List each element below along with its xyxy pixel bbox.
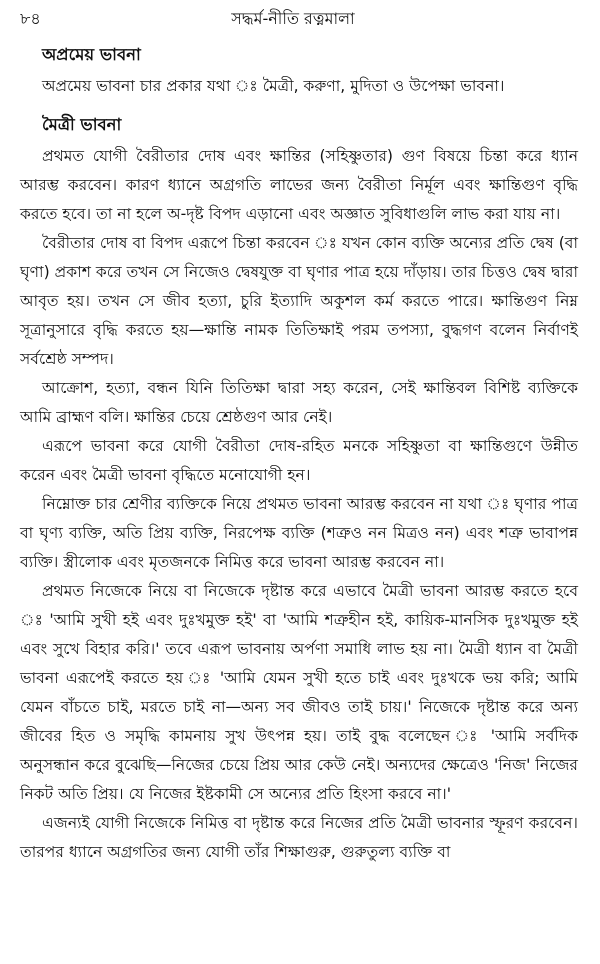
running-title: সদ্ধর্ম-নীতি রত্নমালা xyxy=(231,9,355,28)
page-number: ৮৪ xyxy=(20,9,41,28)
page-header xyxy=(20,0,578,36)
paragraph-3: আক্রোশ, হত্যা, বন্ধন যিনি তিতিক্ষা দ্বারা সহ্য করেন, সেই ক্ষান্তিবল বিশিষ্ট ব্যক্তিকে আমি ব্রাহ্মণ বলি। ক্ষান্তির চেয়ে শ্রেষ্ঠগুণ আর নেই। xyxy=(20,379,578,426)
paragraph-7: এজন্যই যোগী নিজেকে নিমিত্ত বা দৃষ্টান্ত করে নিজের প্রতি মৈত্রী ভাবনার স্ফূরণ করবেন। তারপর ধ্যানে অগ্রগতির জন্য যোগী তাঁর শিক্ষাগুরু, গুরুতুল্য ব্যক্তি বা xyxy=(20,814,578,861)
paragraph-6: প্রথমত নিজেকে নিয়ে বা নিজেকে দৃষ্টান্ত করে এভাবে মৈত্রী ভাবনা আরম্ভ করতে হবে ঃ 'আমি সুখী হই এবং দুঃখমুক্ত হই' বা 'আমি শত্রুহীন হই, কায়িক-মানসিক দুঃখমুক্ত হই এবং সুখে বিহার করি।' তবে এরূপ ভাবনায় অর্পণা সমাধি লাভ হয় না। মৈত্রী ধ্যান বা মৈত্রী ভাবনা এরূপেই করতে হয় ঃ 'আমি যেমন সুখী হতে চাই এবং দুঃখকে ভয় করি; আমি যেমন বাঁচতে চাই, মরতে চাই না—অন্য সব জীবও তাই চায়।' নিজেকে দৃষ্টান্ত করে অন্য জীবের হিত ও সমৃদ্ধি কামনায় সুখ উৎপন্ন হয়। তাই বুদ্ধ বলেছেন ঃ 'আমি সর্বদিক অনুসন্ধান করে বুঝেছি—নিজের চেয়ে প্রিয় আর কেউ নেই। অন্যদের ক্ষেত্রেও 'নিজ' নিজের নিকট অতি প্রিয়। যে নিজের ইষ্টকামী সে অন্যের প্রতি হিংসা করবে না।' xyxy=(20,582,578,803)
paragraph-2: বৈরীতার দোষ বা বিপদ এরূপে চিন্তা করবেন ঃ যখন কোন ব্যক্তি অন্যের প্রতি দ্বেষ (বা ঘৃণা) প্রকাশ করে তখন সে নিজেও দ্বেষযুক্ত বা ঘৃণার পাত্র হয়ে দাঁড়ায়। তার চিত্তও দ্বেষ দ্বারা আবৃত হয়। তখন সে জীব হত্যা, চুরি ইত্যাদি অকুশল কর্ম করতে পারে। ক্ষান্তিগুণ নিম্ন সূত্রানুসারে বৃদ্ধি করতে হয়—ক্ষান্তি নামক তিতিক্ষাই পরম তপস্যা, বুদ্ধগণ বলেন নির্বাণই সর্বশ্রেষ্ঠ সম্পদ। xyxy=(20,234,578,368)
section-heading: অপ্রমেয় ভাবনা xyxy=(42,45,141,64)
paragraph-4: এরূপে ভাবনা করে যোগী বৈরীতা দোষ-রহিত মনকে সহিষ্ণুতা বা ক্ষান্তিগুণে উন্নীত করেন এবং মৈত্রী ভাবনা বৃদ্ধিতে মনোযোগী হন। xyxy=(20,437,578,484)
paragraph-5: নিম্নোক্ত চার শ্রেণীর ব্যক্তিকে নিয়ে প্রথমত ভাবনা আরম্ভ করবেন না যথা ঃ ঘৃণার পাত্র বা ঘৃণ্য ব্যক্তি, অতি প্রিয় ব্যক্তি, নিরপেক্ষ ব্যক্তি (শত্রুও নন মিত্রও নন) এবং শত্রু ভাবাপন্ন ব্যক্তি। স্ত্রীলোক এবং মৃতজনকে নিমিত্ত করে ভাবনা আরম্ভ করবেন না। xyxy=(20,495,578,571)
intro-paragraph: অপ্রমেয় ভাবনা চার প্রকার যথা ঃ মৈত্রী, করুণা, মুদিতা ও উপেক্ষা ভাবনা। xyxy=(42,77,505,95)
sub-heading: মৈত্রী ভাবনা xyxy=(42,115,122,134)
paragraph-1: প্রথমত যোগী বৈরীতার দোষ এবং ক্ষান্তির (সহিষ্ণুতার) গুণ বিষয়ে চিন্তা করে ধ্যান আরম্ভ করবেন। কারণ ধ্যানে অগ্রগতি লাভের জন্য বৈরীতা নির্মূল এবং ক্ষান্তিগুণ বৃদ্ধি করতে হবে। তা না হলে অ-দৃষ্ট বিপদ এড়ানো এবং অজ্ঞাত সুবিধাগুলি লাভ করা যায় না। xyxy=(20,147,578,223)
